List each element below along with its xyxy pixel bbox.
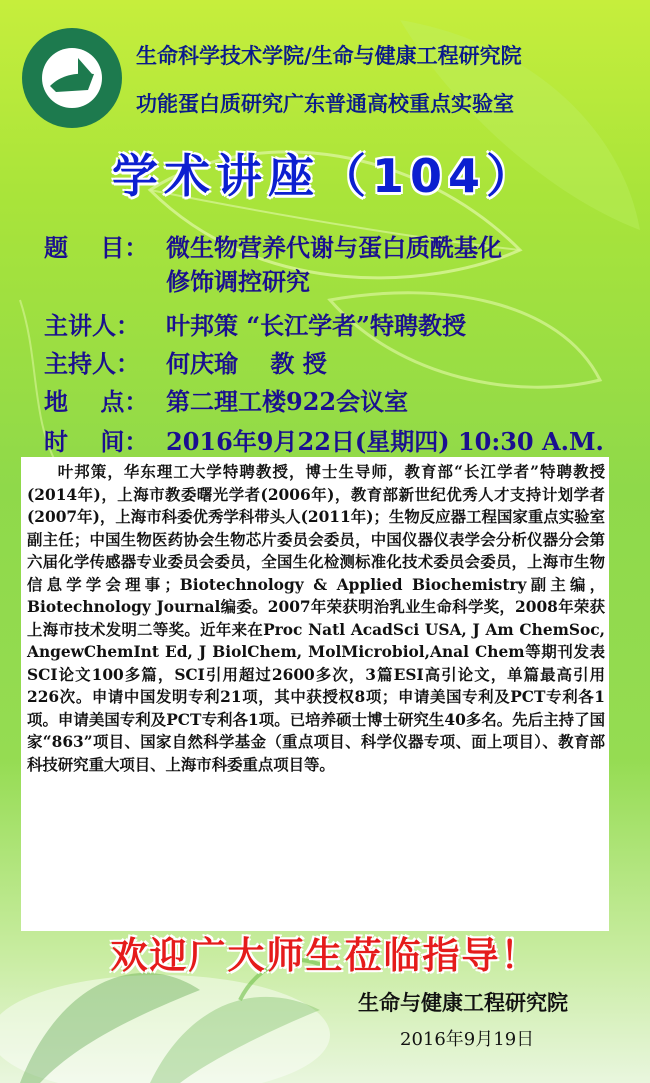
logo-emblem-icon bbox=[22, 28, 122, 128]
topic-value: 微生物营养代谢与蛋白质酰基化 bbox=[166, 233, 502, 262]
place-label: 地 点： bbox=[44, 387, 149, 416]
topic-label: 题 目： bbox=[44, 233, 149, 262]
time-label: 时 间： bbox=[44, 427, 149, 456]
host-value: 何庆瑜 教 授 bbox=[166, 349, 327, 378]
place-value: 第二理工楼922会议室 bbox=[166, 387, 409, 416]
welcome-message: 欢迎广大师生莅临指导！ bbox=[110, 934, 540, 977]
speaker-value: 叶邦策 “长江学者”特聘教授 bbox=[166, 311, 466, 340]
lecture-title: 学术讲座（104） bbox=[111, 149, 539, 203]
speaker-biography-text: 叶邦策，华东理工大学特聘教授，博士生导师，教育部“长江学者”特聘教授(2014年)，上海市教委曙光学者(2006年)，教育部新世纪优秀人才支持计划学者(2007年)，上海市科委优秀学科带头人(2011年)；生物反应器工程国家重点实验室副主任；中国生物医药协会生物芯片委员会委员，中国仪器仪表学会分析仪器分会第六届化学传感器专业委员会委员，全国生化检测标准化技术委员会委员，上海市生物信息学学会理事；Biotechnology & Applied Biochemistry副主编，Biotechnology Journal编委。2007年荣获明治乳业生命科学奖，2008年荣获上海市技术发明二等奖。近年来在Proc Natl AcadSci USA, J Am ChemSoc, AngewChemInt Ed, J BiolChem, MolMicrobiol,Anal Chem等期刊发表SCI论文100多篇，SCI引用超过2600多次，3篇ESI高引论文，单篇最高引用226次。申请中国发明专利21项，其中获授权8项；申请美国专利及PCT专利各1项。申请美国专利及PCT专利各1项。已培养硕士博士研究生40多名。先后主持了国家“863”项目、国家自然科学基金（重点项目、科学仪器专项、面上项目）、教育部科技研究重大项目、上海市科委重点项目等。 bbox=[27, 463, 605, 774]
time-row bbox=[44, 422, 604, 457]
organizer-name: 生命与健康工程研究院 bbox=[358, 990, 568, 1015]
speaker-label: 主讲人： bbox=[44, 311, 140, 340]
time-value: 2016年9月22日(星期四) 10:30 A.M. bbox=[166, 427, 604, 456]
topic-row bbox=[44, 228, 502, 263]
host-label: 主持人： bbox=[44, 349, 140, 378]
speaker-row bbox=[44, 306, 466, 341]
speaker-biography-panel bbox=[21, 457, 609, 931]
place-row bbox=[44, 382, 408, 417]
host-row bbox=[44, 344, 327, 379]
header-laboratory: 功能蛋白质研究广东普通高校重点实验室 bbox=[136, 92, 514, 116]
topic-value-line2: 修饰调控研究 bbox=[166, 267, 310, 296]
header-college: 生命科学技术学院/生命与健康工程研究院 bbox=[136, 44, 522, 68]
issue-date: 2016年9月19日 bbox=[400, 1029, 535, 1050]
university-logo bbox=[22, 28, 122, 128]
